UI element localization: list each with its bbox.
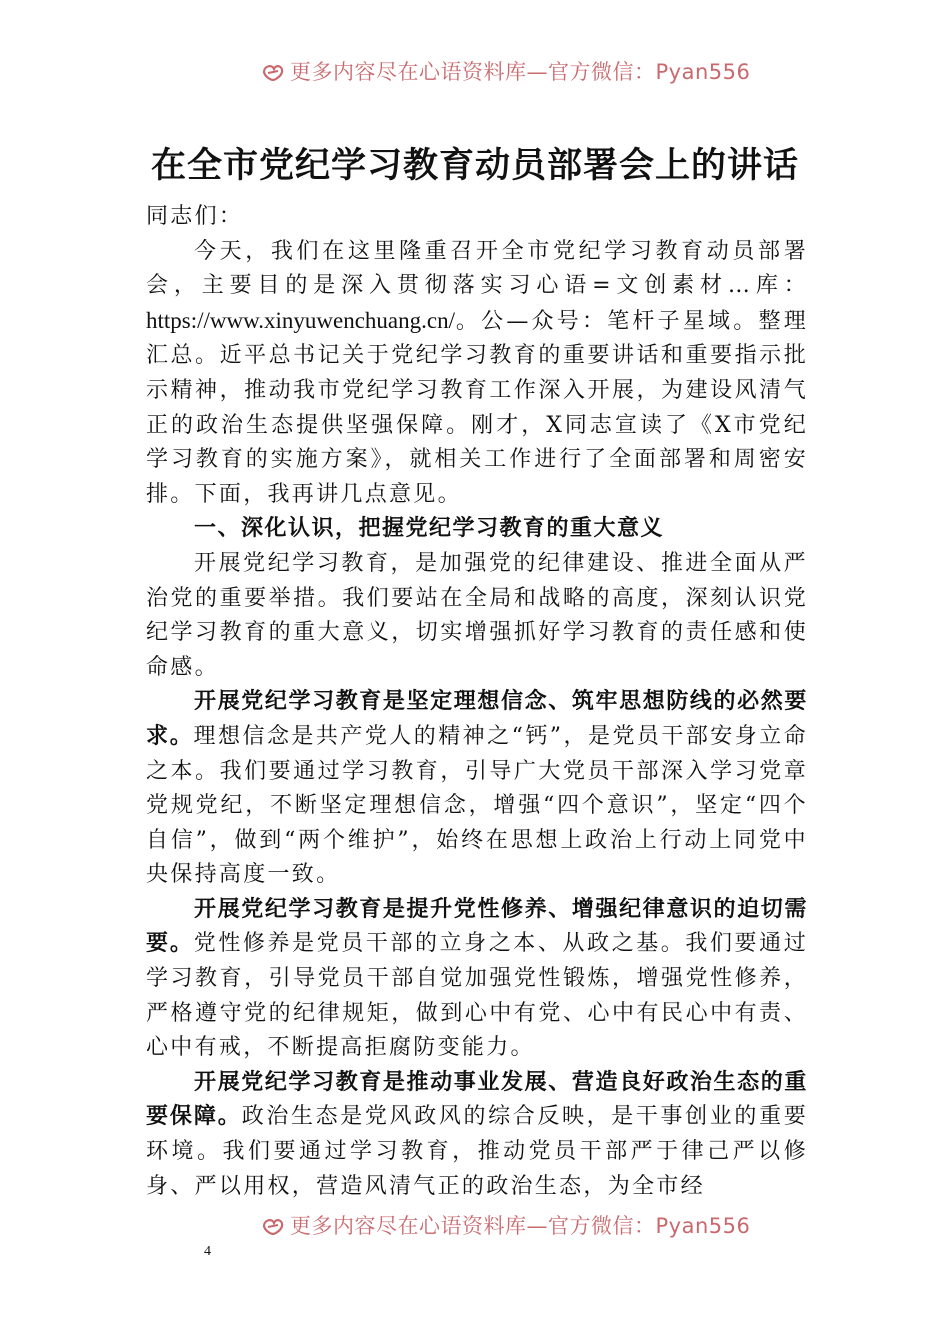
intro-paragraph: 今天，我们在这里隆重召开全市党纪学习教育动员部署会，主要目的是深入贯彻落实习心语=文创素材…库：https://www.xinyuwenchuang.cn/。公—众号：笔杆子星域。整理汇总。近平总书记关于党纪学习教育的重要讲话和重要指示批示精神，推动我市党纪学习教育工作深入开展，为建设风清气正的政治生态提供坚强保障。刚才，X同志宣读了《X市党纪学习教育的实施方案》，就相关工作进行了全面部署和周密安排。下面，我再讲几点意见。 — [146, 238, 808, 507]
point-lead: 开展党纪学习教育是坚定理想信念、筑牢思想防线的必然要求。 — [146, 689, 808, 749]
page-title: 在全市党纪学习教育动员部署会上的讲话 — [150, 145, 799, 186]
watermark-text: 更多内容尽在心语资料库—官方微信：Pyan556 — [290, 60, 751, 84]
salutation: 同志们： — [146, 204, 244, 229]
point-paragraph-2 — [146, 893, 808, 1066]
watermark-header — [262, 56, 750, 86]
watermark-text: 更多内容尽在心语资料库—官方微信：Pyan556 — [290, 1214, 751, 1238]
point-text: 党性修养是党员干部的立身之本、从政之基。我们要通过学习教育，引导党员干部自觉加强党性锻炼，增强党性修养，严格遵守党的纪律规矩，做到心中有党、心中有民心中有责、心中有戒，不断提高拒腐防变能力。 — [146, 931, 808, 1061]
point-lead: 开展党纪学习教育是推动事业发展、营造良好政治生态的重要保障。 — [146, 1069, 808, 1130]
logo-icon — [262, 1217, 284, 1235]
section-heading: 一、深化认识，把握党纪学习教育的重大意义 — [194, 516, 665, 542]
watermark-footer — [262, 1210, 750, 1240]
source-url: https://www.xinyuwenchuang.cn/ — [146, 307, 455, 333]
section-paragraph: 开展党纪学习教育，是加强党的纪律建设、推进全面从严治党的重要举措。我们要站在全局和战略的高度，深刻认识党纪学习教育的重大意义，切实增强抓好学习教育的责任感和使命感。 — [146, 550, 808, 680]
document-body — [146, 200, 808, 1204]
point-paragraph-3 — [146, 1066, 808, 1204]
point-lead: 开展党纪学习教育是提升党性修养、增强纪律意识的迫切需要。 — [146, 896, 808, 957]
logo-icon — [262, 63, 284, 81]
page-number: 4 — [204, 1244, 211, 1259]
point-paragraph-1 — [146, 685, 808, 893]
point-text: 政治生态是党风政风的综合反映，是干事创业的重要环境。我们要通过学习教育，推动党员干部严于律己严以修身、严以用权，营造风清气正的政治生态，为全市经 — [146, 1104, 809, 1199]
point-text: 理想信念是共产党人的精神之“钙”，是党员干部安身立命之本。我们要通过学习教育，引导广大党员干部深入学习党章党规党纪，不断坚定理想信念，增强“四个意识”，坚定“四个自信”，做到“两个维护”，始终在思想上政治上行动上同党中央保持高度一致。 — [146, 723, 809, 888]
